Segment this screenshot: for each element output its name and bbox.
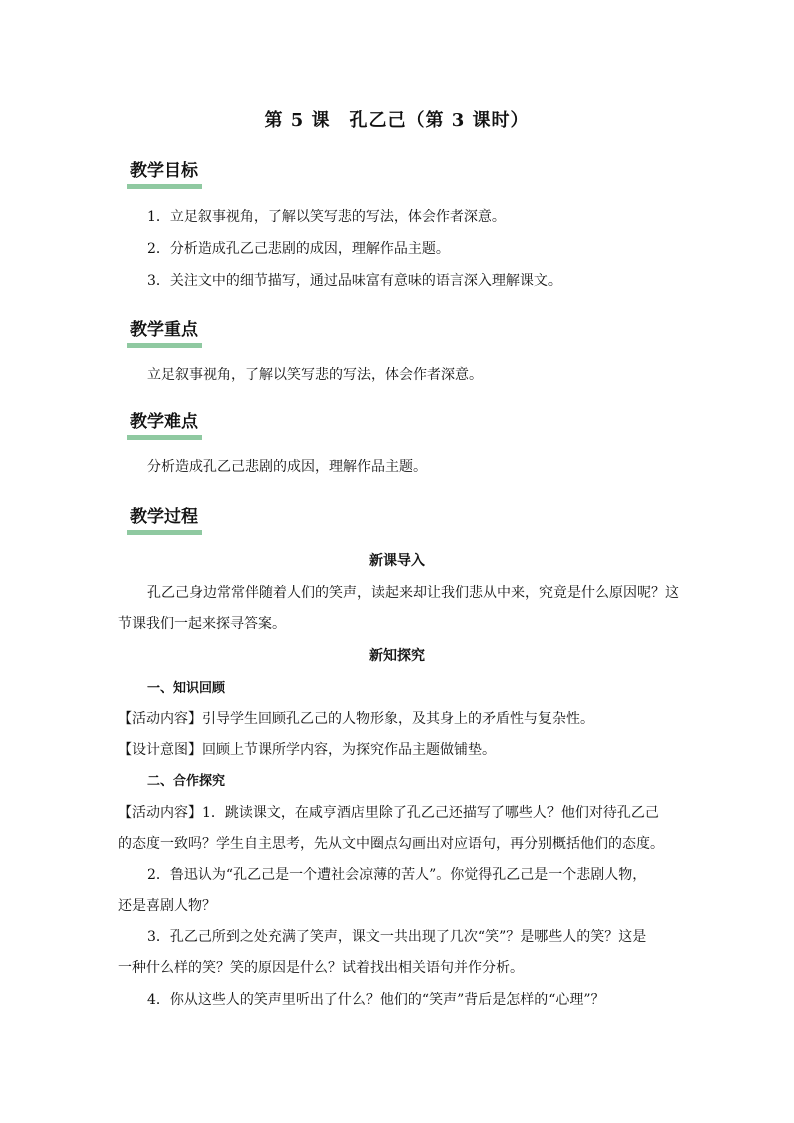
part2-line: 3．孔乙己所到之处充满了笑声，课文一共出现了几次“笑”？是哪些人的笑？这是 (147, 929, 647, 945)
part2-line: 的态度一致吗？学生自主思考，先从文中圈点勾画出对应语句，再分别概括他们的态度。 (118, 836, 664, 852)
intro-subtitle: 新课导入 (369, 553, 425, 569)
part2-line: 【活动内容】1．跳读课文，在咸亨酒店里除了孔乙己还描写了哪些人？他们对待孔乙己 (118, 805, 659, 821)
intro-paragraph-line: 孔乙己身边常常伴随着人们的笑声，读起来却让我们悲从中来，究竟是什么原因呢？这 (147, 585, 679, 601)
section-heading-key-points: 教学重点 (127, 319, 202, 348)
part2-line: 一种什么样的笑？笑的原因是什么？试着找出相关语句并作分析。 (118, 960, 524, 976)
objective-item: 3．关注文中的细节描写，通过品味富有意味的语言深入理解课文。 (147, 273, 562, 289)
objective-item: 1．立足叙事视角，了解以笑写悲的写法，体会作者深意。 (147, 209, 506, 225)
key-points-text: 立足叙事视角，了解以笑写悲的写法，体会作者深意。 (147, 367, 483, 383)
part1-activity: 【活动内容】引导学生回顾孔乙己的人物形象，及其身上的矛盾性与复杂性。 (118, 711, 594, 727)
part2-line: 还是喜剧人物？ (118, 898, 216, 914)
section-heading-objectives: 教学目标 (127, 160, 202, 189)
part1-heading: 一、知识回顾 (147, 681, 226, 696)
lesson-title: 第 5 课 孔乙己（第 3 课时） (264, 110, 530, 131)
intro-paragraph-line: 节课我们一起来探寻答案。 (118, 616, 286, 632)
explore-subtitle: 新知探究 (369, 648, 425, 664)
section-heading-process: 教学过程 (127, 506, 202, 535)
difficulties-text: 分析造成孔乙己悲剧的成因，理解作品主题。 (147, 459, 427, 475)
part1-intent: 【设计意图】回顾上节课所学内容，为探究作品主题做铺垫。 (118, 742, 496, 758)
part2-line: 2．鲁迅认为“孔乙己是一个遭社会凉薄的苦人”。你觉得孔乙己是一个悲剧人物， (147, 867, 647, 883)
objective-item: 2．分析造成孔乙己悲剧的成因，理解作品主题。 (147, 241, 450, 257)
part2-heading: 二、合作探究 (147, 774, 226, 789)
section-heading-difficulties: 教学难点 (127, 411, 202, 440)
part2-line: 4．你从这些人的笑声里听出了什么？他们的“笑声”背后是怎样的“心理”？ (147, 992, 605, 1008)
